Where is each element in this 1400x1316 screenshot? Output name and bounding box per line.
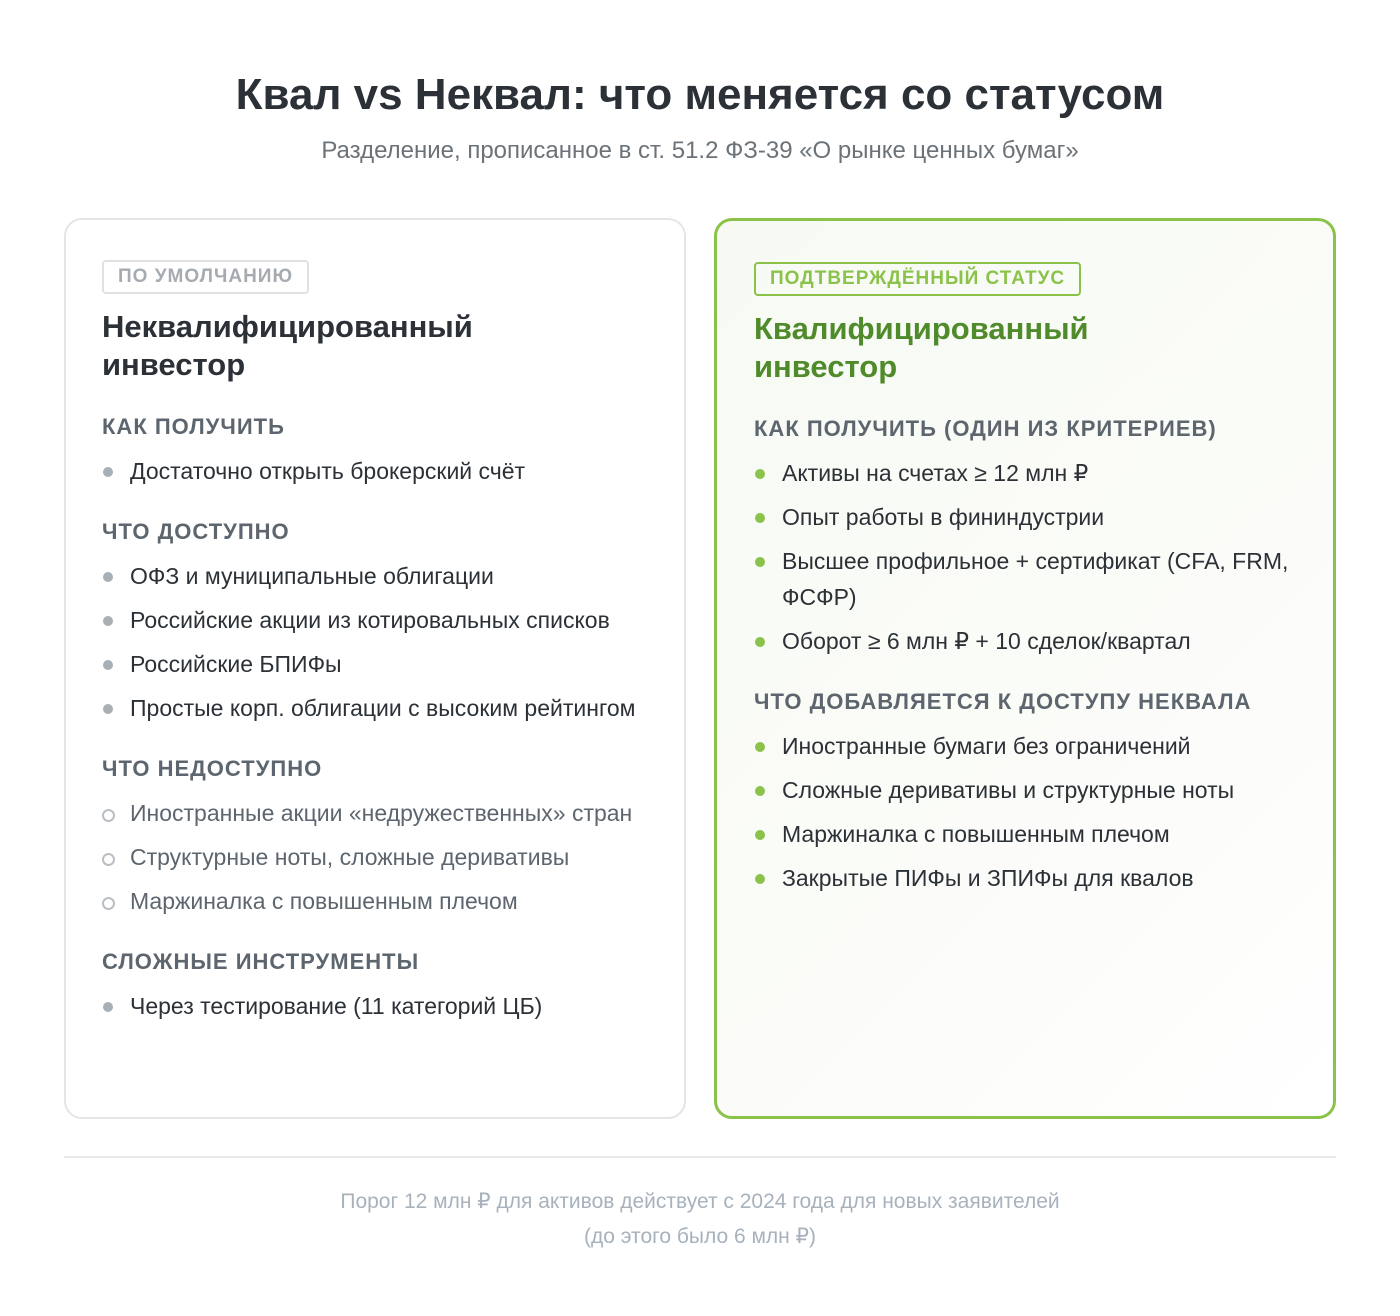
bullet-dot-icon <box>103 572 113 582</box>
section-heading-added-access: ЧТО ДОБАВЛЯЕТСЯ К ДОСТУПУ НЕКВАЛА <box>754 689 1252 714</box>
list-item <box>102 839 654 875</box>
card-title-line: инвестор <box>102 347 246 382</box>
list-item-text: Простые корп. облигации с высоким рейтингом <box>130 695 636 721</box>
bullet-dot-icon <box>755 830 765 840</box>
list-item-text: Иностранные акции «недружественных» стран <box>130 800 633 826</box>
bullet-dot-icon <box>103 467 113 477</box>
section-heading-unavailable: ЧТО НЕДОСТУПНО <box>102 756 323 781</box>
available-list <box>102 558 654 726</box>
bullet-dot-icon <box>755 469 765 479</box>
criteria-list <box>754 455 1303 659</box>
list-item <box>754 499 1303 535</box>
list-item-text: Оборот ≥ 6 млн ₽ + 10 сделок/квартал <box>782 628 1191 654</box>
list-item <box>102 988 654 1024</box>
non-qualified-investor-card <box>64 218 686 1119</box>
default-status-badge: ПО УМОЛЧАНИЮ <box>102 260 309 294</box>
list-item <box>754 455 1303 491</box>
card-title-line: Квалифицированный <box>754 311 1089 346</box>
qualified-investor-card <box>714 218 1336 1119</box>
list-item-text: Российские акции из котировальных списков <box>130 607 610 633</box>
page-subtitle: Разделение, прописанное в ст. 51.2 ФЗ-39 «О рынке ценных бумаг» <box>321 137 1079 164</box>
list-item <box>102 602 654 638</box>
bullet-dot-icon <box>755 637 765 647</box>
list-item-text: Маржиналка с повышенным плечом <box>782 821 1170 847</box>
list-item <box>102 690 654 726</box>
bullet-circle-icon <box>102 809 115 822</box>
footnote-line: Порог 12 млн ₽ для активов действует с 2024 года для новых заявителей <box>340 1190 1060 1213</box>
bullet-circle-icon <box>102 897 115 910</box>
card-title-line: инвестор <box>754 349 898 384</box>
section-heading-available: ЧТО ДОСТУПНО <box>102 519 290 544</box>
list-item <box>102 795 654 831</box>
footnote-line: (до этого было 6 млн ₽) <box>584 1225 816 1248</box>
list-item-text: Иностранные бумаги без ограничений <box>782 733 1191 759</box>
footnote <box>0 1184 1400 1254</box>
bullet-dot-icon <box>103 660 113 670</box>
list-item <box>102 453 654 489</box>
section-heading-criteria: КАК ПОЛУЧИТЬ (ОДИН ИЗ КРИТЕРИЕВ) <box>754 416 1217 441</box>
footer-divider <box>64 1156 1336 1158</box>
bullet-dot-icon <box>755 742 765 752</box>
bullet-circle-icon <box>102 853 115 866</box>
added-access-list <box>754 728 1303 896</box>
list-item-text: Российские БПИФы <box>130 651 342 677</box>
confirmed-status-badge: ПОДТВЕРЖДЁННЫЙ СТАТУС <box>754 262 1081 296</box>
section-heading-how-to-get: КАК ПОЛУЧИТЬ <box>102 414 285 439</box>
unavailable-list <box>102 795 654 919</box>
list-item <box>754 772 1303 808</box>
list-item-text: Маржиналка с повышенным плечом <box>130 888 518 914</box>
bullet-dot-icon <box>755 513 765 523</box>
bullet-dot-icon <box>755 786 765 796</box>
list-item <box>754 816 1303 852</box>
list-item <box>754 623 1303 659</box>
card-title-line: Неквалифицированный <box>102 309 473 344</box>
list-item <box>102 558 654 594</box>
complex-instruments-list <box>102 988 654 1024</box>
list-item-text: Высшее профильное + сертификат (CFA, FRM, ФСФР) <box>782 548 1289 610</box>
list-item-text: Опыт работы в фининдустрии <box>782 504 1105 530</box>
section-heading-complex-instruments: СЛОЖНЫЕ ИНСТРУМЕНТЫ <box>102 949 420 974</box>
card-title-non-qualified <box>102 308 654 384</box>
list-item <box>102 646 654 682</box>
bullet-dot-icon <box>103 704 113 714</box>
list-item-text: Активы на счетах ≥ 12 млн ₽ <box>782 460 1089 486</box>
list-item-text: Структурные ноты, сложные деривативы <box>130 844 570 870</box>
list-item-text: Закрытые ПИФы и ЗПИФы для квалов <box>782 865 1194 891</box>
list-item-text: Через тестирование (11 категорий ЦБ) <box>130 993 543 1019</box>
bullet-dot-icon <box>103 1002 113 1012</box>
bullet-dot-icon <box>103 616 113 626</box>
how-to-get-list <box>102 453 654 489</box>
list-item <box>754 543 1303 615</box>
bullet-dot-icon <box>755 874 765 884</box>
list-item-text: Достаточно открыть брокерский счёт <box>130 458 526 484</box>
list-item-text: Сложные деривативы и структурные ноты <box>782 777 1235 803</box>
page-title: Квал vs Неквал: что меняется со статусом <box>235 70 1165 119</box>
bullet-dot-icon <box>755 557 765 567</box>
list-item-text: ОФЗ и муниципальные облигации <box>130 563 494 589</box>
list-item <box>754 860 1303 896</box>
list-item <box>754 728 1303 764</box>
card-title-qualified <box>754 310 1303 386</box>
list-item <box>102 883 654 919</box>
